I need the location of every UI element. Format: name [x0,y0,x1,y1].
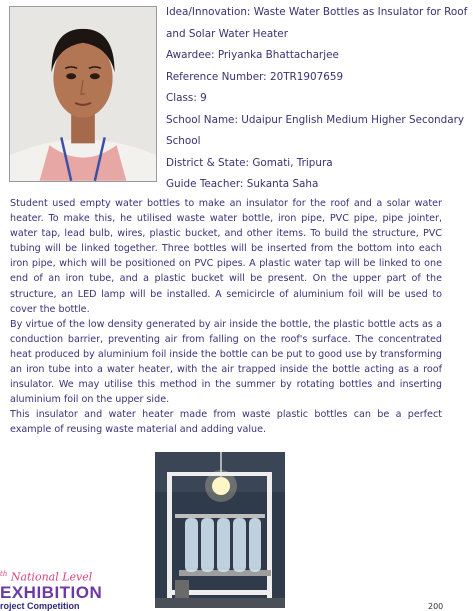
logo-line-1: National Level [10,570,93,584]
student-portrait-image [10,7,156,181]
project-model-photo [155,452,285,608]
project-description [10,196,442,438]
description-paragraph-1: Student used empty water bottles to make an insulator for the roof and a solar water heater. To make this, he utilised waste water bottle, iron pipe, PVC pipe, pipe jointer, water tap, lead bulb, wires, plastic bucket, and other items. To build the structure, PVC tubing will be linked together. Three bottles will be inserted from the bottom into each iron pipe, which will be positioned on PVC pipes. A plastic water tap will be linked to one end of an iron tube, and a plastic bucket will be present. On the upper part of the structure, an LED lamp will be installed. A semicircle of aluminium foil will be used to cover the bottle. [10,198,442,315]
logo-ordinal-suffix: th [0,570,8,578]
page-number: 200 [428,602,444,611]
logo-exhibition: EXHIBITION [0,583,103,602]
awardee-photo [9,6,157,182]
exhibition-logo [0,566,110,611]
school-name: School Name: Udaipur English Medium Higher Secondary School [166,113,465,147]
awardee-details [166,2,468,196]
description-paragraph-3: This insulator and water heater made from waste plastic bottles can be a perfect example of reusing waste material and adding value. [10,409,442,436]
logo-project-competition: roject Competition [0,601,80,611]
idea-title: Idea/Innovation: Waste Water Bottles as Insulator for Roof and Solar Water Heater [166,6,468,40]
reference-number: Reference Number: 20TR1907659 [166,70,344,83]
guide-teacher: Guide Teacher: Sukanta Saha [166,178,319,190]
district-state: District & State: Gomati, Tripura [166,156,333,169]
logo-national-level [0,570,92,584]
bottle-heater-model-image [155,452,285,608]
class-info: Class: 9 [166,92,207,104]
awardee-name: Awardee: Priyanka Bhattacharjee [166,49,339,61]
description-paragraph-2: By virtue of the low density generated by air inside the bottle, the plastic bottle acts as a conduction barrier, preventing air from falling on the roof's surface. The concentrated heat produced by aluminium foil inside the bottle can be put to good use by transforming an iron tube into a water heater, with the air trapped inside the bottle acting as a roof insulator. We may utilise this method in the summer by rotating bottles and inserting aluminium foil on the upper side. [10,318,442,406]
